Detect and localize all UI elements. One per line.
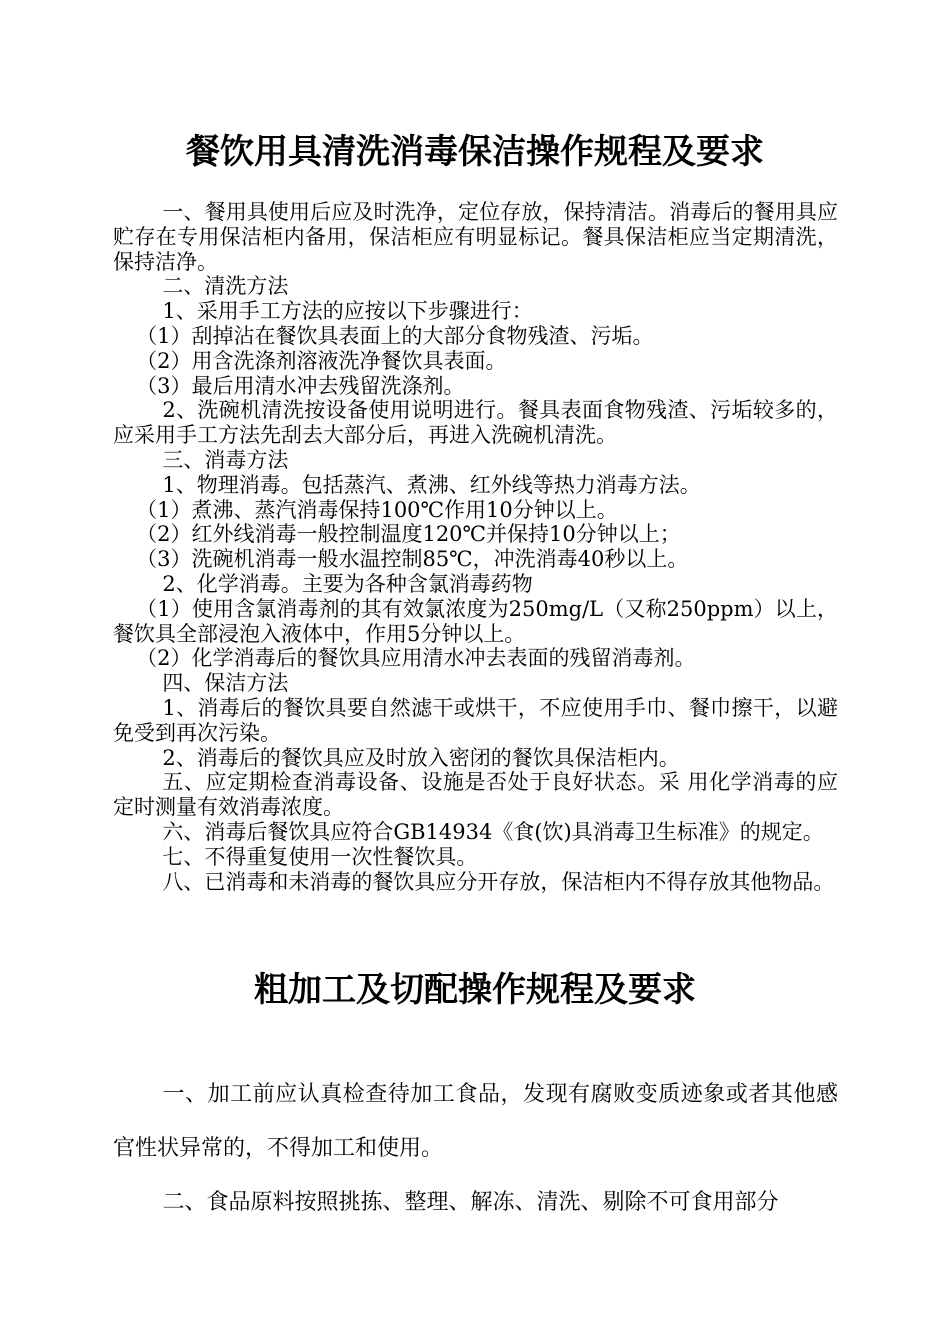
section-dish-cleaning: [113, 200, 838, 894]
section-title: 粗加工及切配操作规程及要求: [254, 970, 696, 1010]
paragraph: 三、消毒方法: [162, 447, 289, 472]
paragraph: 2、化学消毒。主要为各种含氯消毒药物: [162, 571, 533, 596]
paragraph: 二、食品原料按照挑拣、整理、解冻、清洗、剔除不可食用部分: [162, 1190, 779, 1215]
paragraph: 四、保洁方法: [162, 671, 289, 696]
paragraph: 二、清洗方法: [162, 274, 289, 299]
paragraph: （3）最后用清水冲去残留洗涤剂。: [136, 373, 465, 398]
paragraph: 一、加工前应认真检查待加工食品，发现有腐败变质迹象或者其他感官性状异常的，不得加工和使用。: [113, 1082, 838, 1161]
paragraph: 1、消毒后的餐饮具要自然滤干或烘干，不应使用手巾、餐巾擦干，以避免受到再次污染。: [113, 695, 838, 745]
paragraph: （1）刮掉沾在餐饮具表面上的大部分食物残渣、污垢。: [136, 323, 654, 348]
paragraph: 一、餐用具使用后应及时洗净，定位存放，保持清洁。消毒后的餐用具应贮存在专用保洁柜内备用，保洁柜应有明显标记。餐具保洁柜应当定期清洗，保持洁净。: [113, 200, 838, 274]
paragraph: 七、不得重复使用一次性餐饮具。: [162, 844, 478, 869]
paragraph: 2、洗碗机清洗按设备使用说明进行。餐具表面食物残渣、污垢较多的，应采用手工方法先刮去大部分后，再进入洗碗机清洗。: [113, 398, 838, 448]
paragraph: 2、消毒后的餐饮具应及时放入密闭的餐饮具保洁柜内。: [162, 745, 680, 770]
paragraph: 五、应定期检查消毒设备、设施是否处于良好状态。采 用化学消毒的应定时测量有效消毒浓度。: [113, 770, 838, 820]
paragraph: （2）化学消毒后的餐饮具应用清水冲去表面的残留消毒剂。: [136, 646, 696, 671]
paragraph: （1）煮沸、蒸汽消毒保持100℃作用10分钟以上。: [136, 497, 618, 522]
paragraph: （1）使用含氯消毒剂的其有效氯浓度为250mg/L（又称250ppm）以上，餐饮具全部浸泡入液体中，作用5分钟以上。: [113, 596, 838, 646]
paragraph: 八、已消毒和未消毒的餐饮具应分开存放，保洁柜内不得存放其他物品。: [162, 869, 835, 894]
paragraph: （2）红外线消毒一般控制温度120℃并保持10分钟以上；: [136, 522, 681, 547]
paragraph: 六、消毒后餐饮具应符合GB14934《食(饮)具消毒卫生标准》的规定。: [162, 819, 824, 844]
page-title: 餐饮用具清洗消毒保洁操作规程及要求: [186, 132, 764, 172]
paragraph: （2）用含洗涤剂溶液洗净餐饮具表面。: [136, 348, 507, 373]
paragraph: （3）洗碗机消毒一般水温控制85℃，冲洗消毒40秒以上。: [136, 547, 689, 572]
paragraph: 1、物理消毒。包括蒸汽、煮沸、红外线等热力消毒方法。: [162, 472, 701, 497]
section-rough-processing: [113, 1068, 838, 1230]
paragraph: 1、采用手工方法的应按以下步骤进行：: [162, 299, 533, 324]
